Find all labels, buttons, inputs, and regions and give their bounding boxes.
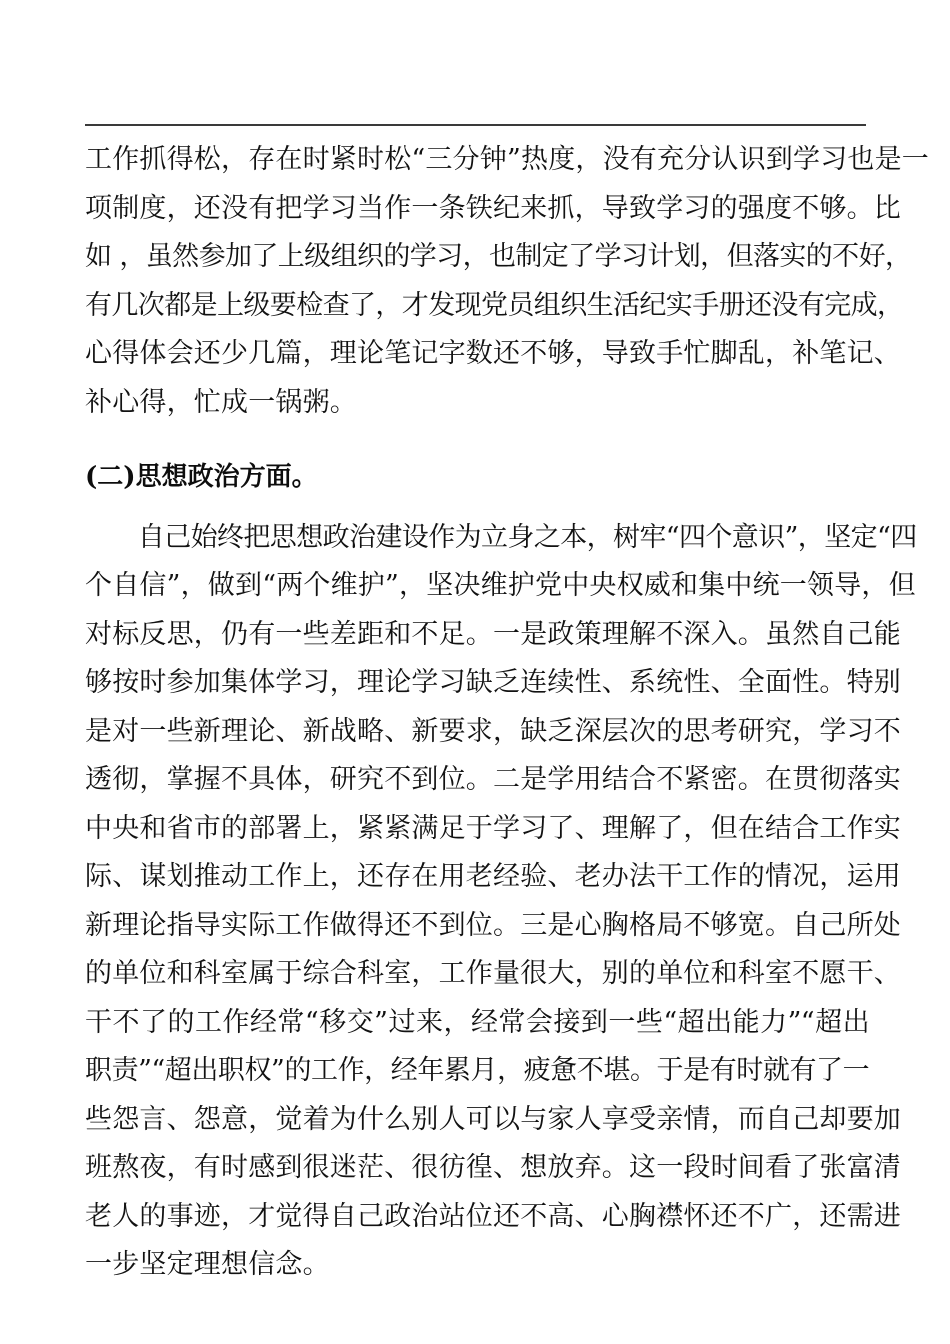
text-line: 职责”“超出职权”的工作，经年累月，疲惫不堪。于是有时就有了一	[85, 1055, 869, 1086]
text-line: 个自信”，做到“两个维护”，坚决维护党中央权威和集中统一领导，但	[85, 570, 916, 601]
header-rule-divider	[85, 124, 866, 126]
section-heading-text: (二)思想政治方面。	[85, 462, 318, 492]
text-line: 中央和省市的部署上，紧紧满足于学习了、理解了，但在结合工作实	[85, 812, 901, 844]
text-line: 干不了的工作经常“移交”过来，经常会接到一些“超出能力”“超出	[85, 1006, 869, 1038]
text-line: 工作抓得松，存在时紧时松“三分钟”热度，没有充分认识到学习也是一	[85, 144, 930, 175]
heading-spacer	[85, 502, 869, 514]
text-line: 老人的事迹，才觉得自己政治站位还不高、心胸襟怀还不广，还需进	[85, 1200, 901, 1232]
text-line: 班熬夜，有时感到很迷茫、很彷徨、想放弃。这一段时间看了张富清	[85, 1152, 901, 1183]
text-line: 自己始终把思想政治建设作为立身之本，树牢“四个意识”，坚定“四	[85, 521, 917, 553]
text-line: 心得体会还少几篇，理论笔记字数还不够，导致手忙脚乱，补笔记、	[85, 338, 901, 369]
text-line: 的单位和科室属于综合科室，工作量很大，别的单位和科室不愿干、	[85, 958, 901, 989]
text-line: 新理论指导实际工作做得还不到位。三是心胸格局不够宽。自己所处	[85, 909, 901, 941]
document-body	[85, 136, 930, 1290]
paragraph-spacer	[85, 427, 869, 453]
section-heading	[85, 453, 869, 502]
text-line: 些怨言、怨意，觉着为什么别人可以与家人享受亲情，而自己却要加	[85, 1103, 901, 1135]
text-line: 对标反思，仍有一些差距和不足。一是政策理解不深入。虽然自己能	[85, 618, 901, 650]
text-line: 如 ，虽然参加了上级组织的学习，也制定了学习计划，但落实的不好，	[85, 241, 912, 272]
text-line: 透彻，掌握不具体，研究不到位。二是学用结合不紧密。在贯彻落实	[85, 764, 901, 795]
paragraph-continued	[85, 136, 930, 427]
text-line: 够按时参加集体学习，理论学习缺乏连续性、系统性、全面性。特别	[85, 667, 901, 698]
text-line: 一步坚定理想信念。	[85, 1249, 330, 1280]
text-line: 际、谋划推动工作上，还存在用老经验、老办法干工作的情况，运用	[85, 861, 901, 892]
text-line: 有几次都是上级要检查了，才发现党员组织生活纪实手册还没有完成，	[85, 289, 904, 321]
text-line: 补心得，忙成一锅粥。	[85, 386, 357, 418]
text-line: 是对一些新理论、新战略、新要求，缺乏深层次的思考研究，学习不	[85, 715, 901, 747]
paragraph-thought-politics	[85, 514, 917, 1290]
text-line: 项制度，还没有把学习当作一条铁纪来抓，导致学习的强度不够。比	[85, 192, 901, 224]
